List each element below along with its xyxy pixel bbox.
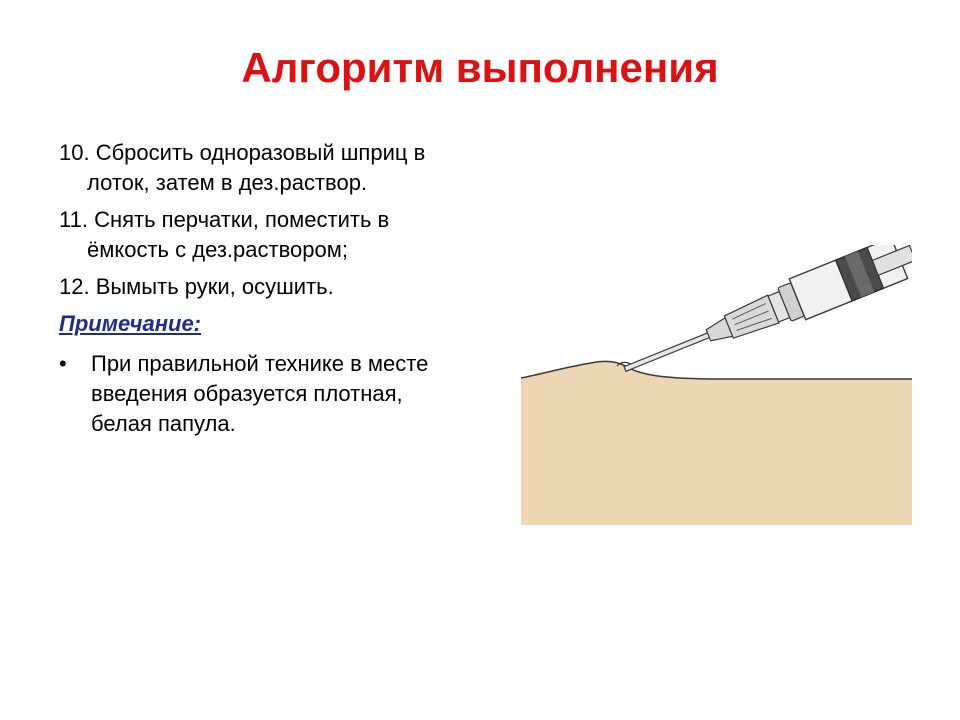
step-10: 10. Сбросить одноразовый шприц в лоток, затем в дез.раствор. (59, 140, 426, 195)
slide-title: Алгоритм выполнения (241, 44, 719, 91)
syringe-injection-illustration (521, 245, 912, 525)
note-bullet (59, 349, 469, 439)
bullet-icon: • (59, 351, 67, 376)
syringe-icon (617, 245, 912, 389)
note-label: Примечание: (59, 311, 202, 336)
slide-body (59, 138, 469, 439)
step-12: 12. Вымыть руки, осушить. (59, 274, 334, 299)
note-text: При правильной технике в месте введения образуется плотная, белая папула. (91, 351, 429, 436)
skin-icon (521, 361, 912, 525)
step-11: 11. Снять перчатки, поместить в ёмкость с дез.раствором; (59, 207, 390, 262)
